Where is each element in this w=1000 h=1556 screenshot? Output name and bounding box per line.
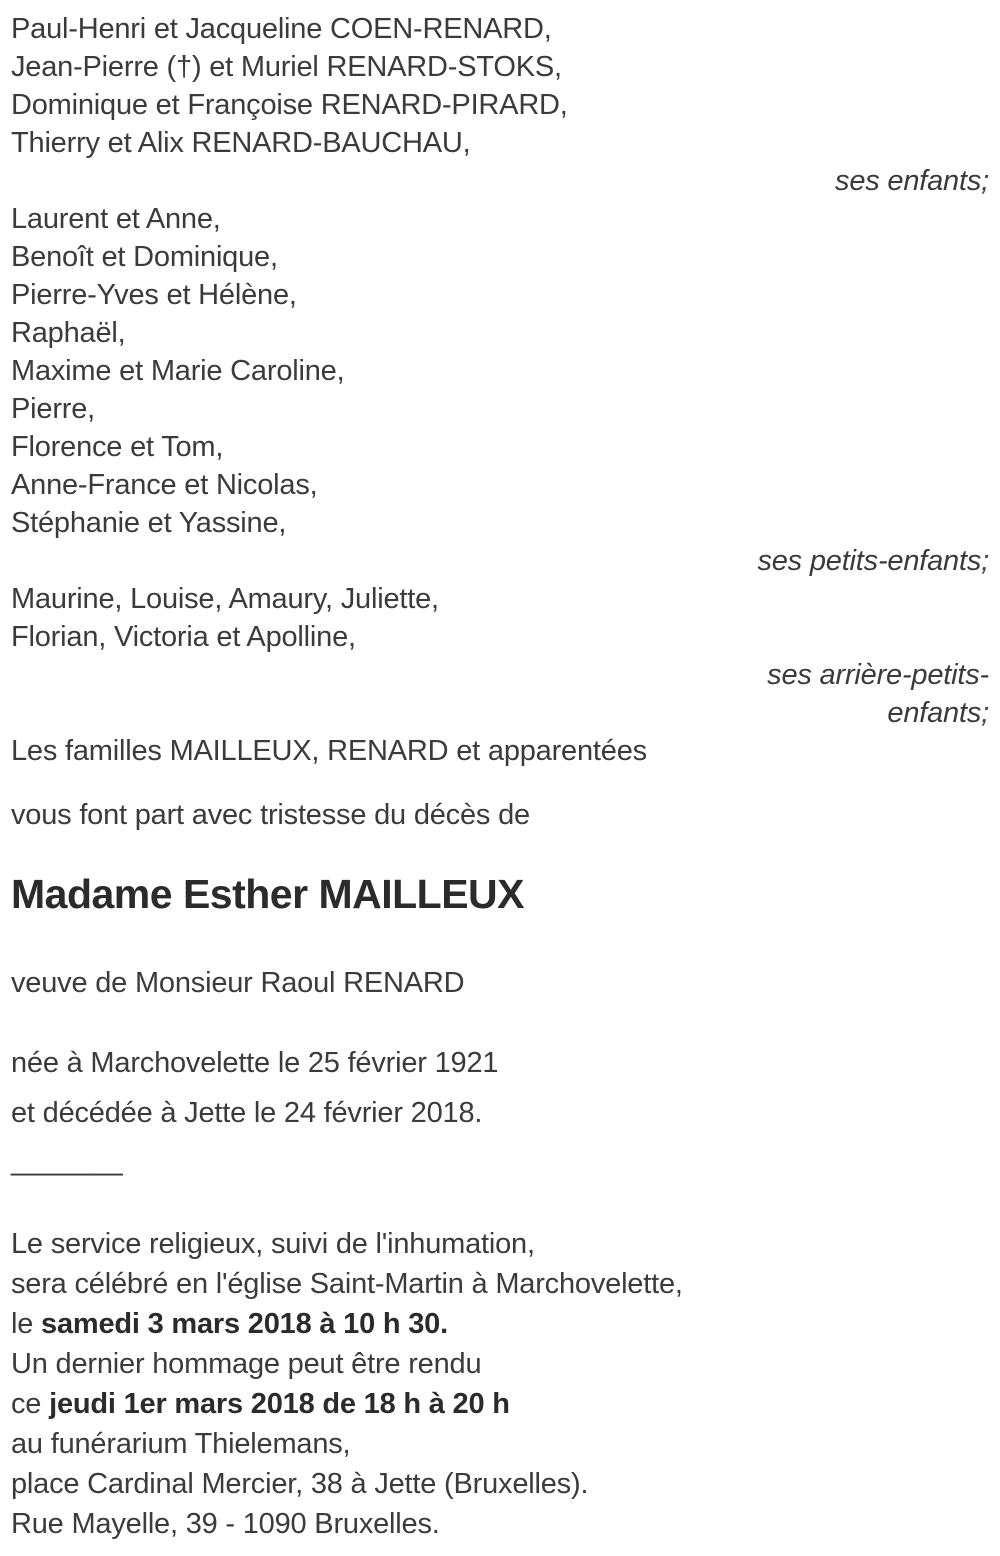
ceremony-section: [11, 1224, 989, 1544]
text: Florence et Tom,: [11, 431, 224, 463]
text: ses enfants;: [835, 165, 989, 197]
text: Benoît et Dominique,: [11, 241, 278, 273]
relative-line: [11, 466, 989, 504]
announcement-line: vous font part avec tristesse du décès de: [11, 799, 530, 831]
ceremony-line: [11, 1224, 989, 1264]
text: Pierre-Yves et Hélène,: [11, 279, 297, 311]
widow-of-line: veuve de Monsieur Raoul RENARD: [11, 967, 465, 999]
relative-line: [11, 86, 989, 124]
text: Pierre,: [11, 393, 96, 425]
relative-line: [11, 694, 989, 732]
emphasized-text: jeudi 1er mars 2018 de 18 h à 20 h: [49, 1388, 510, 1420]
text: le: [11, 1308, 42, 1340]
relative-line: [11, 314, 989, 352]
text: ses petits-enfants;: [757, 545, 989, 577]
text: Stéphanie et Yassine,: [11, 507, 287, 539]
text: sera célébré en l'église Saint-Martin à Marchovelette,: [11, 1268, 683, 1300]
text: ce: [11, 1388, 50, 1420]
relative-line: [11, 124, 989, 162]
text: Le service religieux, suivi de l'inhumation,: [11, 1228, 535, 1260]
text: Maurine, Louise, Amaury, Juliette,: [11, 583, 439, 615]
relatives-section: [11, 10, 989, 770]
text: Jean-Pierre (†) et Muriel RENARD-STOKS,: [11, 51, 562, 83]
text: ses arrière-petits-: [767, 659, 989, 691]
relative-line: [11, 618, 989, 656]
text: enfants;: [887, 697, 989, 729]
relative-line: [11, 504, 989, 542]
ceremony-line: [11, 1424, 989, 1464]
ceremony-line: [11, 1384, 989, 1424]
text: Raphaël,: [11, 317, 126, 349]
relative-line: [11, 200, 989, 238]
relative-line: [11, 656, 989, 694]
text: Laurent et Anne,: [11, 203, 221, 235]
text: Dominique et Françoise RENARD-PIRARD,: [11, 89, 568, 121]
text: Anne-France et Nicolas,: [11, 469, 318, 501]
text: Florian, Victoria et Apolline,: [11, 621, 356, 653]
text: au funérarium Thielemans,: [11, 1428, 351, 1460]
emphasized-text: samedi 3 mars 2018 à 10 h 30.: [41, 1308, 448, 1340]
relative-line: [11, 238, 989, 276]
relative-line: [11, 732, 989, 770]
relative-line: [11, 390, 989, 428]
death-line: et décédée à Jette le 24 février 2018.: [11, 1097, 483, 1129]
relative-line: [11, 10, 989, 48]
ceremony-line: [11, 1264, 989, 1304]
ceremony-line: [11, 1504, 989, 1544]
ceremony-line: [11, 1304, 989, 1344]
text: Thierry et Alix RENARD-BAUCHAU,: [11, 127, 471, 159]
text: Un dernier hommage peut être rendu: [11, 1348, 482, 1380]
deceased-name-heading: Madame Esther MAILLEUX: [11, 871, 524, 917]
text: Les familles MAILLEUX, RENARD et apparentées: [11, 735, 647, 767]
relative-line: [11, 580, 989, 618]
text: place Cardinal Mercier, 38 à Jette (Bruxelles).: [11, 1468, 589, 1500]
ceremony-line: [11, 1344, 989, 1384]
text: Rue Mayelle, 39 - 1090 Bruxelles.: [11, 1508, 440, 1540]
divider: _______: [11, 1145, 123, 1177]
relative-line: [11, 48, 989, 86]
ceremony-line: [11, 1464, 989, 1504]
relative-line: [11, 542, 989, 580]
text: Paul-Henri et Jacqueline COEN-RENARD,: [11, 13, 552, 45]
birth-line: née à Marchovelette le 25 février 1921: [11, 1047, 499, 1079]
text: Maxime et Marie Caroline,: [11, 355, 345, 387]
relative-line: [11, 276, 989, 314]
relative-line: [11, 352, 989, 390]
relative-line: [11, 428, 989, 466]
relative-line: [11, 162, 989, 200]
